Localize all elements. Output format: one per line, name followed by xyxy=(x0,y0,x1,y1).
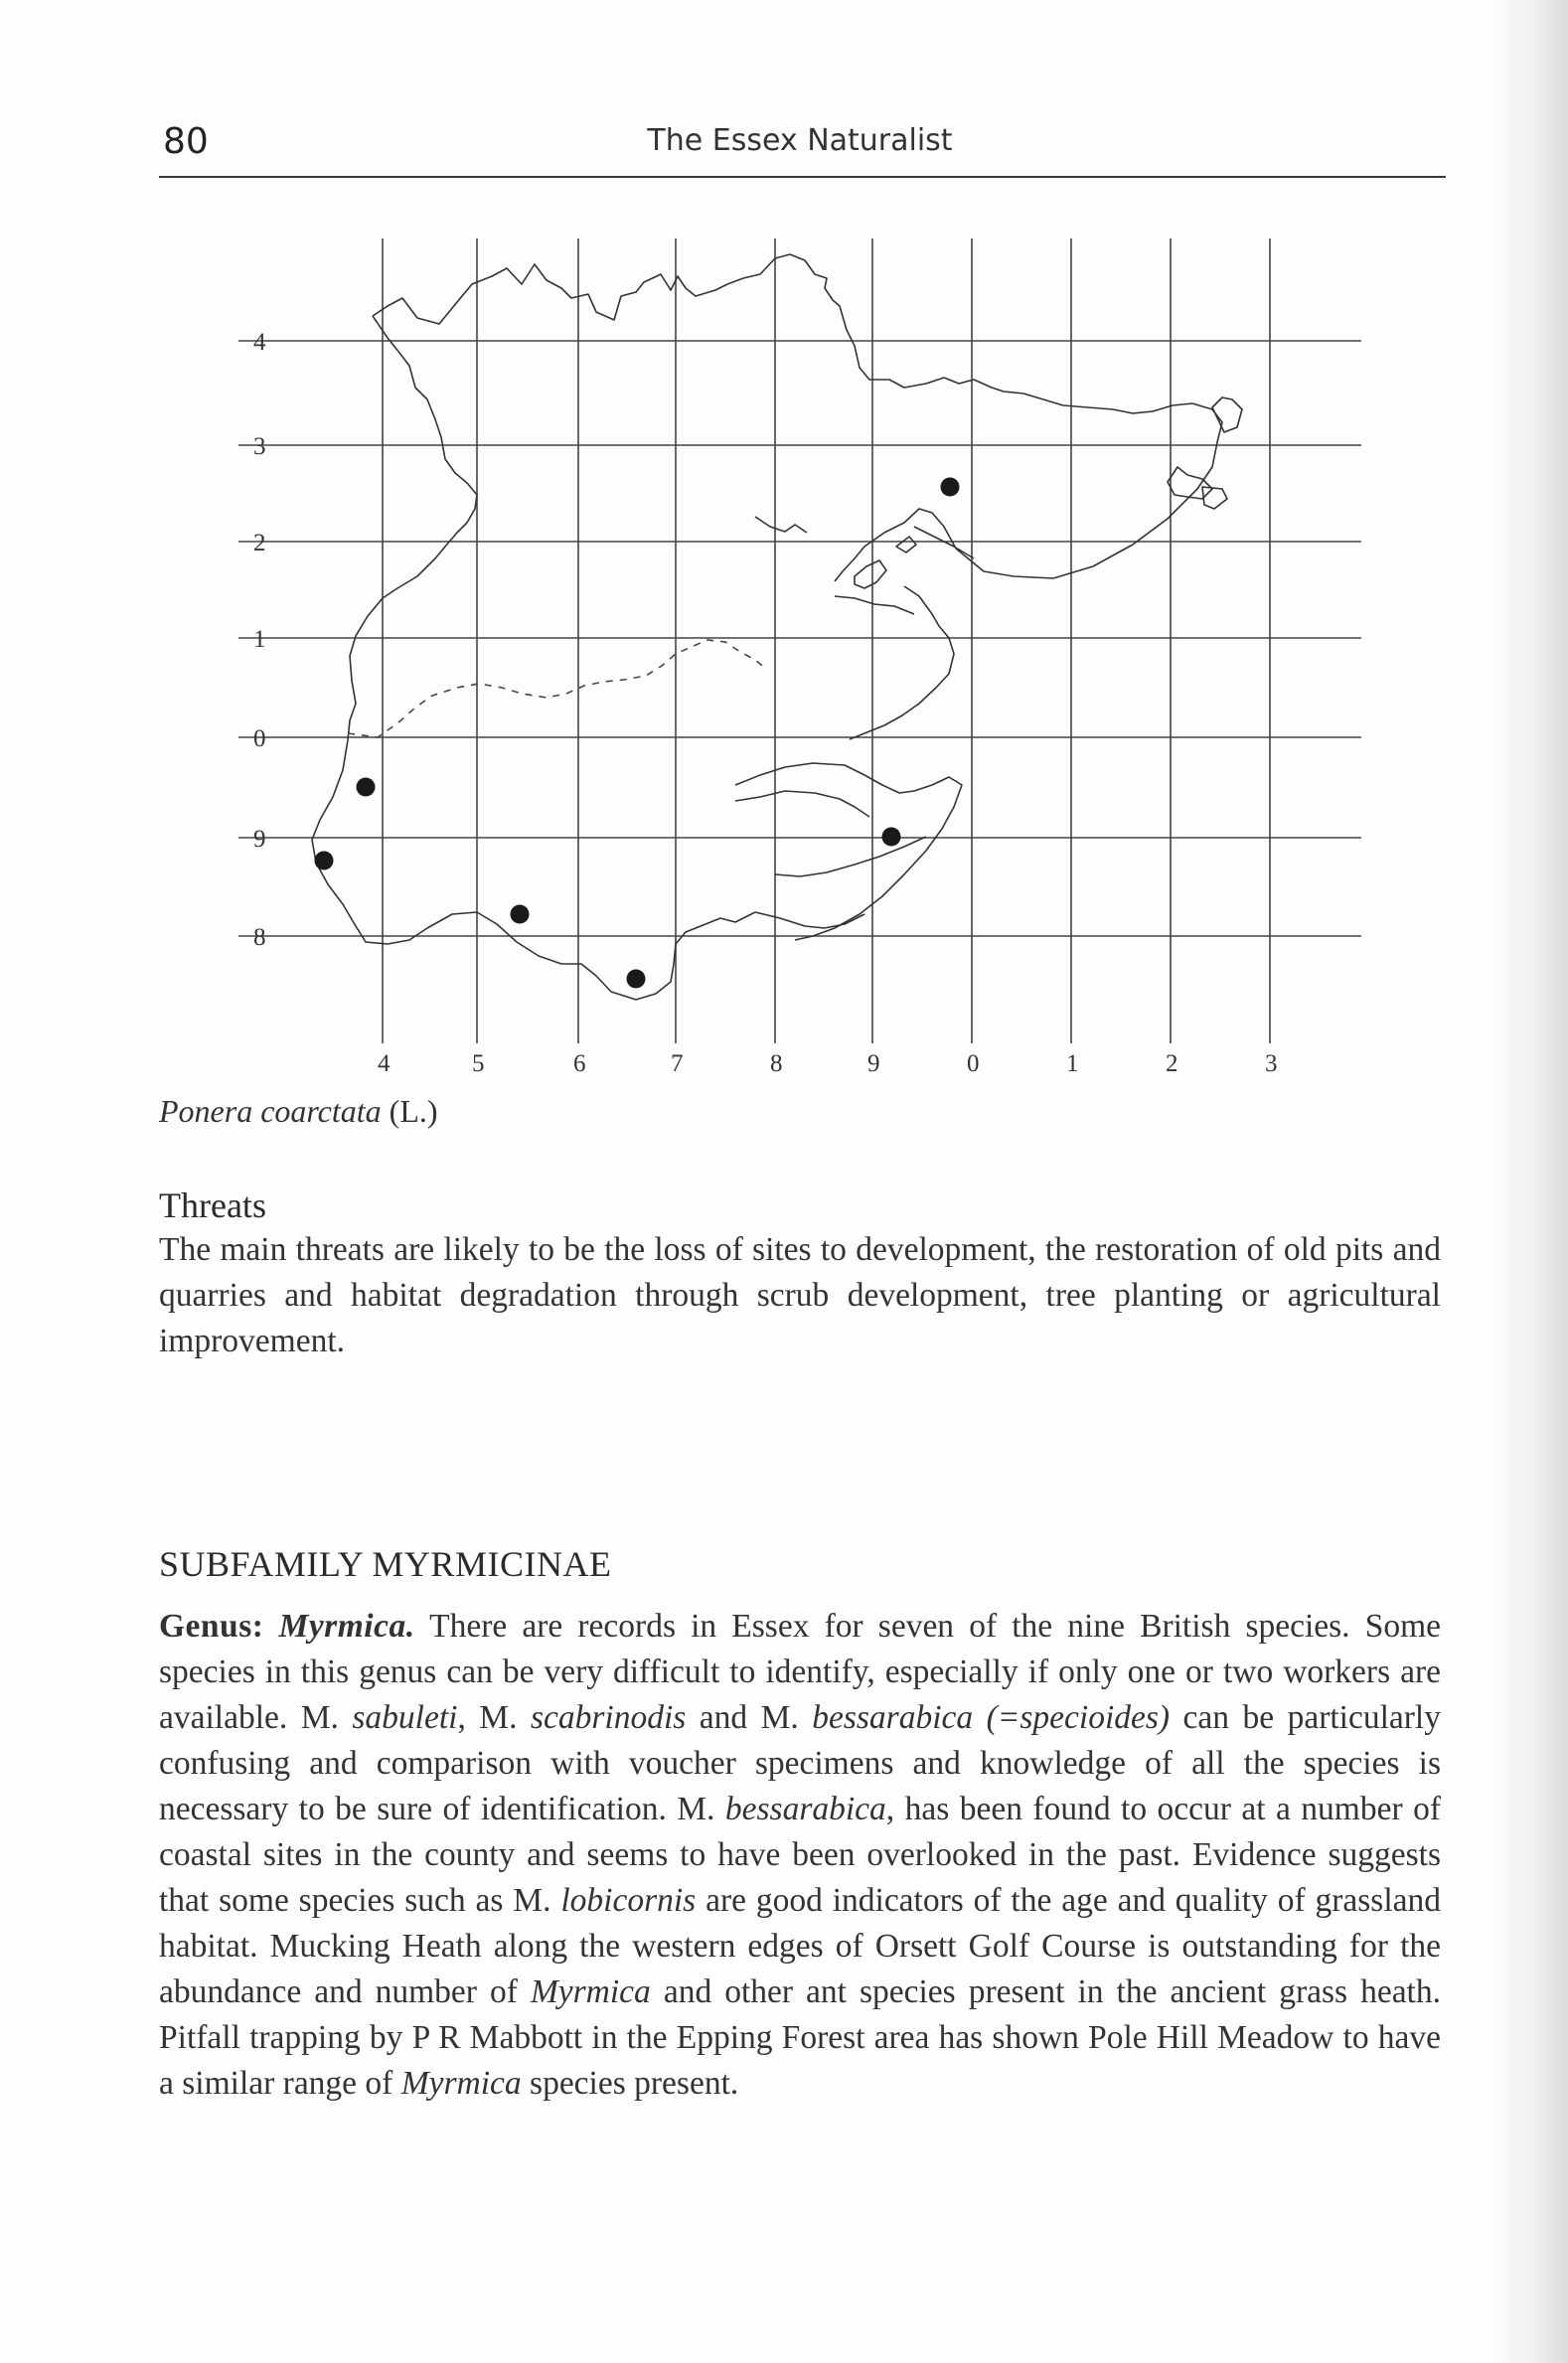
x-label: 7 xyxy=(671,1050,684,1077)
record-dot xyxy=(941,478,960,497)
record-dot xyxy=(511,905,530,924)
species-name: lobicornis xyxy=(560,1882,697,1919)
x-label: 6 xyxy=(573,1050,586,1077)
species-name: bessarabica xyxy=(724,1791,886,1827)
text-segment: can be particularly confusing and comparison with voucher specimens and knowledge of all the species is necessary to be sure of identification. M. xyxy=(159,1699,1441,1827)
threats-heading: Threats xyxy=(159,1185,266,1225)
y-label: 1 xyxy=(253,626,266,653)
page-number: 80 xyxy=(163,121,209,162)
species-name: Myrmica xyxy=(400,2065,522,2102)
x-label: 2 xyxy=(1166,1050,1178,1077)
text-segment: There are records in Essex for seven of the nine British species. Some species in this genus can be very difficult to identify, especially if only one or two workers are available. M. xyxy=(159,1608,1442,1736)
text-segment: and other ant species present in the ancient grass heath. Pitfall trapping by P R Mabbott in the Epping Forest area has shown Pole Hill Meadow to have a similar range of xyxy=(159,1973,1441,2102)
y-label: 3 xyxy=(253,433,266,460)
x-label: 8 xyxy=(770,1050,783,1077)
caption-species: Ponera coarctata xyxy=(159,1093,382,1129)
y-label: 2 xyxy=(253,530,266,556)
map-caption xyxy=(159,1093,438,1130)
threats-paragraph: The main threats are likely to be the loss of sites to development, the restoration of old pits and quarries and habitat degradation through scrub development, tree planting or agricultural improvement. xyxy=(159,1231,1441,1359)
record-dot xyxy=(627,970,646,989)
running-header xyxy=(159,117,1441,177)
record-dot xyxy=(357,778,376,797)
text-segment: , has been found to occur at a number of coastal sites in the county and seems to have been overlooked in the past. Evidence suggests that some species such as M. xyxy=(159,1791,1441,1919)
x-label: 5 xyxy=(472,1050,485,1077)
x-label: 9 xyxy=(867,1050,880,1077)
record-dot xyxy=(315,852,334,870)
text-segment: species present. xyxy=(521,2065,739,2102)
map-grid xyxy=(238,238,1361,1043)
y-label: 9 xyxy=(253,826,266,853)
county-outline xyxy=(312,254,1242,1000)
subfamily-heading: SUBFAMILY MYRMICINAE xyxy=(159,1544,612,1584)
y-label: 8 xyxy=(253,924,266,951)
species-name: sabuleti xyxy=(352,1699,458,1736)
distribution-map xyxy=(219,229,1381,1093)
y-label: 4 xyxy=(253,329,266,356)
journal-title: The Essex Naturalist xyxy=(647,123,953,158)
genus-paragraph xyxy=(159,1604,1441,2107)
text-segment: and M. xyxy=(686,1699,813,1736)
header-rule xyxy=(159,176,1446,178)
page-edge-shadow xyxy=(1489,0,1568,2363)
x-label: 0 xyxy=(967,1050,980,1077)
x-label: 1 xyxy=(1066,1050,1079,1077)
genus-label: Genus: xyxy=(159,1608,264,1645)
dashed-boundary xyxy=(348,640,767,737)
species-name: scabrinodis xyxy=(530,1699,687,1736)
species-name: bessarabica (=specioides) xyxy=(812,1699,1171,1736)
y-label: 0 xyxy=(253,725,266,752)
text-segment: , M. xyxy=(457,1699,531,1736)
record-dot xyxy=(882,828,901,847)
species-name: Myrmica xyxy=(530,1973,651,2010)
genus-name: Myrmica. xyxy=(278,1608,415,1645)
text-segment: are good indicators of the age and quality of grassland habitat. Mucking Heath along the western edges of Orsett Golf Course is outstanding for the abundance and number of xyxy=(159,1882,1441,2010)
x-label: 3 xyxy=(1265,1050,1278,1077)
x-label: 4 xyxy=(378,1050,391,1077)
caption-author: (L.) xyxy=(389,1093,438,1129)
